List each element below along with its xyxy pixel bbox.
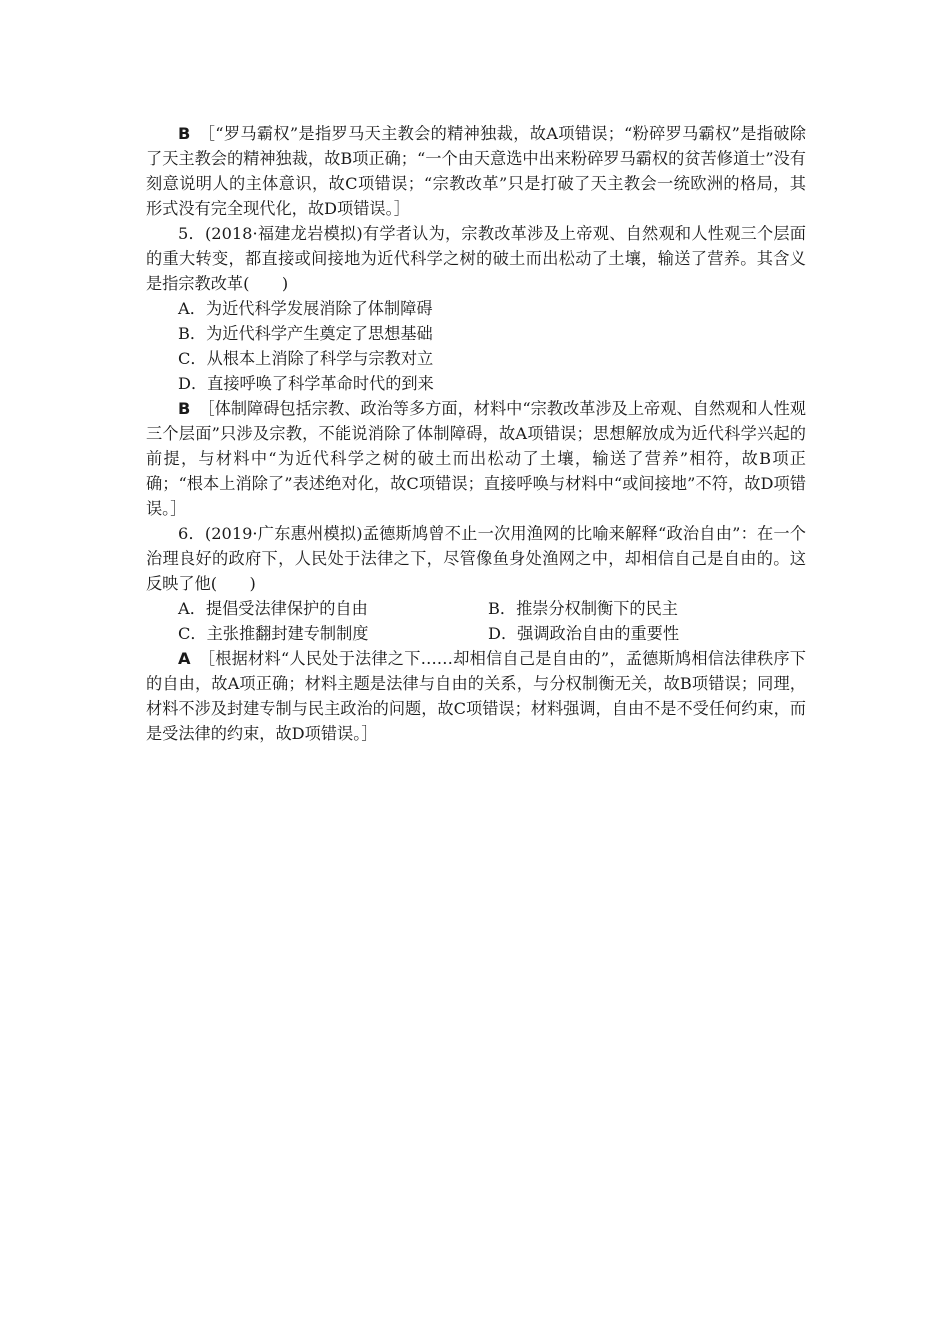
q6-option-a: A．提倡受法律保护的自由 bbox=[178, 599, 368, 618]
answer-letter: B bbox=[178, 124, 191, 143]
answer-explanation: ［体制障碍包括宗教、政治等多方面，材料中“宗教改革涉及上帝观、自然观和人性观三个层面”只涉及宗教，不能说消除了体制障碍，故A项错误；思想解放成为近代科学兴起的前提，与材料中“为近代科学之树的破土而出松动了土壤，输送了营养”相符，故B项正确；“根本上消除了”表述绝对化，故C项错误；直接呼唤与材料中“或间接地”不符，故D项错误。］ bbox=[146, 399, 806, 518]
q5-option-c: C．从根本上消除了科学与宗教对立 bbox=[178, 349, 434, 368]
answer-explanation: ［“罗马霸权”是指罗马天主教会的精神独裁，故A项错误；“粉碎罗马霸权”是指破除了天主教会的精神独裁，故B项正确；“一个由天意选中出来粉碎罗马霸权的贫苦修道士”没有刻意说明人的主体意识，故C项错误；“宗教改革”只是打破了天主教会一统欧洲的格局，其形式没有完全现代化，故D项错误。］ bbox=[146, 124, 806, 218]
q5-stem: 5．(2018·福建龙岩模拟)有学者认为，宗教改革涉及上帝观、自然观和人性观三个层面的重大转变，都直接或间接地为近代科学之树的破土而出松动了土壤，输送了营养。其含义是指宗教改革( ) bbox=[146, 224, 806, 293]
answer-explanation: ［根据材料“人民处于法律之下……却相信自己是自由的”，孟德斯鸠相信法律秩序下的自由，故A项正确；材料主题是法律与自由的关系，与分权制衡无关，故B项错误；同理，材料不涉及封建专制与民主政治的问题，故C项错误；材料强调，自由不是不受任何约束，而是受法律的约束，故D项错误。］ bbox=[146, 649, 806, 743]
q5-option-b: B．为近代科学产生奠定了思想基础 bbox=[178, 324, 433, 343]
q6-option-c: C．主张推翻封建专制制度 bbox=[178, 624, 369, 643]
q6-options-row-2 bbox=[146, 621, 806, 646]
page-content bbox=[146, 121, 806, 746]
q6-answer-paragraph bbox=[146, 646, 806, 746]
q5-option-d: D．直接呼唤了科学革命时代的到来 bbox=[178, 374, 434, 393]
answer-letter: B bbox=[178, 399, 191, 418]
answer-letter: A bbox=[178, 649, 191, 668]
q5-option-a: A．为近代科学发展消除了体制障碍 bbox=[178, 299, 433, 318]
q6-option-d: D．强调政治自由的重要性 bbox=[488, 624, 680, 643]
q5-answer-paragraph bbox=[146, 396, 806, 521]
q6-stem: 6．(2019·广东惠州模拟)孟德斯鸠曾不止一次用渔网的比喻来解释“政治自由”：在一个治理良好的政府下，人民处于法律之下，尽管像鱼身处渔网之中，却相信自己是自由的。这反映了他( ) bbox=[146, 524, 806, 593]
q4-answer-paragraph bbox=[146, 121, 806, 221]
q6-options-row-1 bbox=[146, 596, 806, 621]
q6-option-b: B．推崇分权制衡下的民主 bbox=[488, 599, 678, 618]
